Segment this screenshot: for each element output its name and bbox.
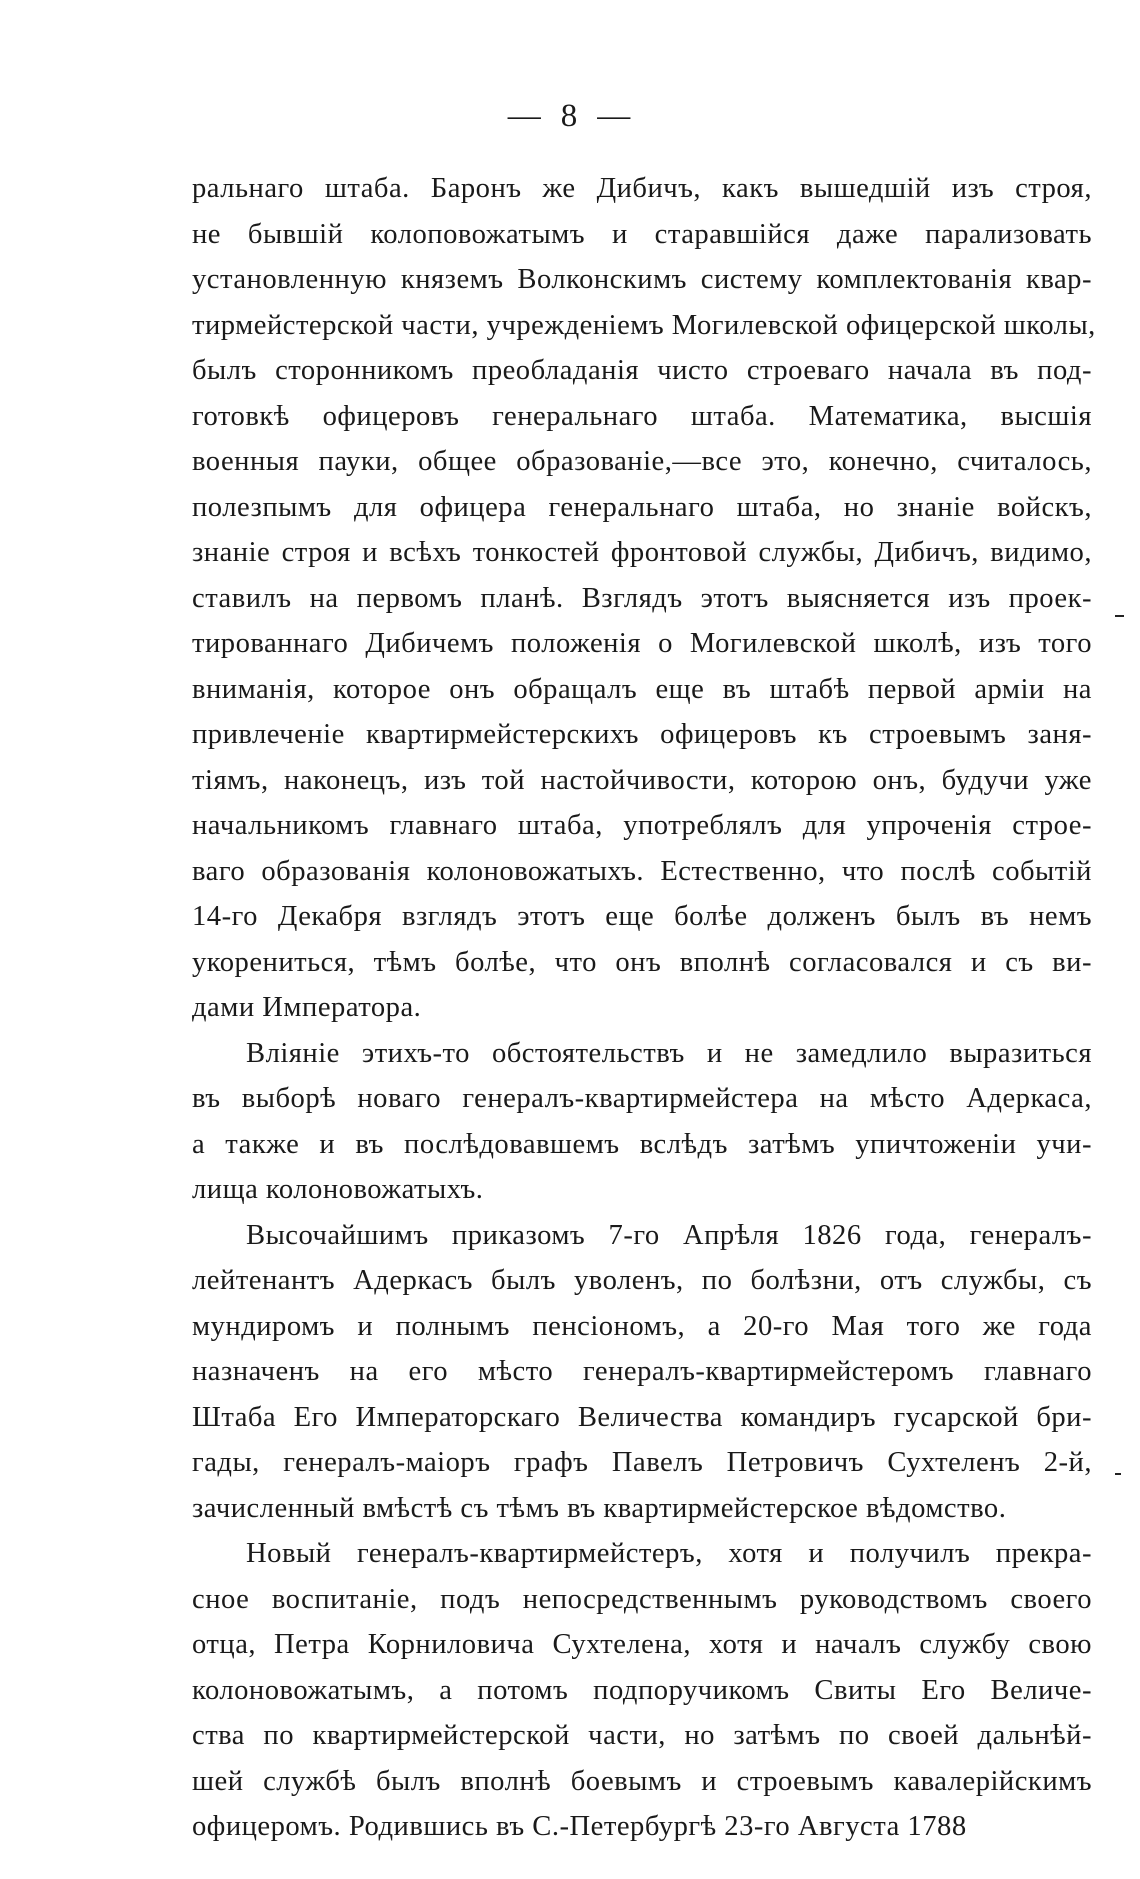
text-line: привлеченіе квартирмейстерскихъ офицеровъ къ строевымъ заня- [192,719,1092,750]
text-line: 14-го Декабря взглядъ этотъ еще болѣе долженъ былъ въ немъ [192,901,1092,932]
body-text [192,166,1096,1850]
page-header [0,98,1140,135]
text-line: готовкѣ офицеровъ генеральнаго штаба. Математика, высшія [192,400,1092,432]
text-line: Новый генералъ-квартирмейстеръ, хотя и получилъ прекра- [246,1538,1092,1569]
text-line: ства по квартирмейстерской части, но затѣмъ по своей дальнѣй- [192,1720,1092,1751]
text-line: лища колоновожатыхъ. [192,1174,484,1205]
scan-mark [1115,1473,1121,1475]
text-line: не бывшій колоповожатымъ и старавшійся даже парализовать [192,218,1092,250]
text-line: ваго образованія колоновожатыхъ. Естественно, что послѣ событій [192,855,1092,887]
scan-mark [1115,615,1124,617]
right-dash: — [597,98,633,134]
text-line: начальникомъ главнаго штаба, употреблялъ для упроченія строе- [192,810,1092,841]
left-dash: — [507,98,543,134]
text-line: Штаба Его Императорскаго Величества командиръ гусарской бри- [192,1401,1092,1433]
text-line: знаніе строя и всѣхъ тонкостей фронтовой службы, Дибичъ, видимо, [192,537,1092,568]
text-line: лейтенантъ Адеркасъ былъ уволенъ, по болѣзни, отъ службы, съ [192,1265,1092,1296]
page-number: 8 [560,98,580,134]
text-line: зачисленный вмѣстѣ съ тѣмъ въ квартирмейстерское вѣдомство. [192,1492,1007,1524]
text-line: вниманія, которое онъ обращалъ еще въ штабѣ первой арміи на [192,673,1092,705]
text-line: ральнаго штаба. Баронъ же Дибичъ, какъ вышедшій изъ строя, [192,173,1092,204]
text-line: назначенъ на его мѣсто генералъ-квартирмейстеромъ главнаго [192,1356,1092,1387]
text-line: офицеромъ. Родившись въ С.-Петербургѣ 23-го Августа 1788 [192,1811,967,1842]
text-line: былъ сторонникомъ преобладанія чисто строеваго начала въ под- [192,355,1092,386]
text-line: отца, Петра Корниловича Сухтелена, хотя и началъ службу свою [192,1629,1092,1660]
text-line: мундиромъ и полнымъ пенсіономъ, а 20-го Мая того же года [192,1310,1092,1342]
text-line: въ выборѣ новаго генералъ-квартирмейстера на мѣсто Адеркаса, [192,1083,1092,1114]
text-line: шей службѣ былъ вполнѣ боевымъ и строевымъ кавалерійскимъ [192,1765,1092,1797]
text-line: дами Императора. [192,992,422,1023]
text-line: ставилъ на первомъ планѣ. Взглядъ этотъ выясняется изъ проек- [192,582,1092,614]
text-line: а также и въ послѣдовавшемъ вслѣдъ затѣмъ упичтоженіи учи- [192,1128,1092,1160]
text-line: укорениться, тѣмъ болѣе, что онъ вполнѣ согласовался и съ ви- [192,946,1092,978]
text-line: гады, генералъ-маіоръ графъ Павелъ Петровичъ Сухтеленъ 2-й, [192,1447,1092,1478]
text-line: колоновожатымъ, а потомъ подпоручикомъ Свиты Его Величе- [192,1674,1092,1706]
text-line: тированнаго Дибичемъ положенія о Могилевской школѣ, изъ того [192,628,1092,659]
text-line: тирмейстерской части, учрежденіемъ Могилевской офицерской школы, [192,309,1096,341]
text-line: установленную княземъ Волконскимъ систему комплектованія квар- [192,264,1092,295]
text-line: сное воспитаніе, подъ непосредственнымъ руководствомъ своего [192,1583,1092,1615]
text-line: Высочайшимъ приказомъ 7-го Апрѣля 1826 года, генералъ- [246,1219,1092,1251]
text-line: полезпымъ для офицера генеральнаго штаба, но знаніе войскъ, [192,491,1092,523]
text-line: Вліяніе этихъ-то обстоятельствъ и не замедлило выразиться [246,1037,1092,1069]
text-line: военныя пауки, общее образованіе,—все это, конечно, считалось, [192,446,1092,477]
text-line: тіямъ, наконецъ, изъ той настойчивости, которою онъ, будучи уже [192,764,1092,796]
